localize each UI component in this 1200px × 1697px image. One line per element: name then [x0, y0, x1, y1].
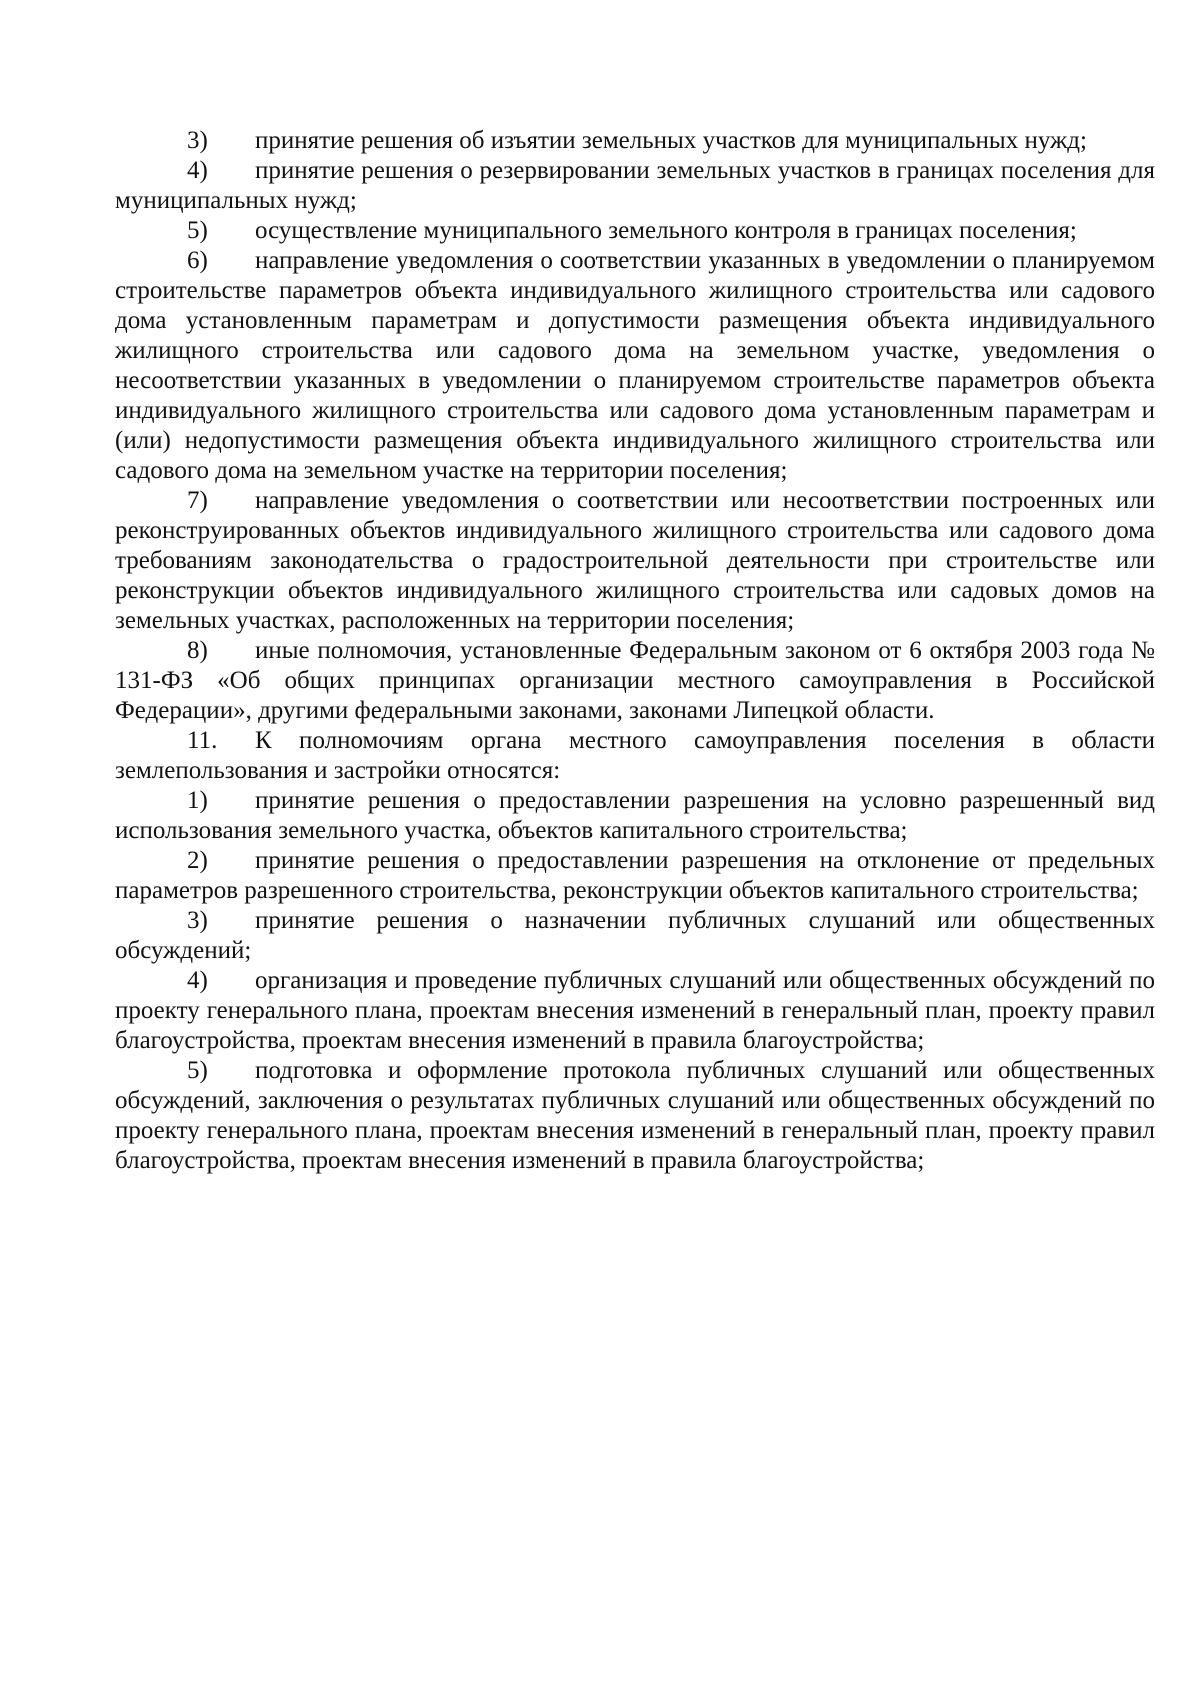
item-number: 7): [187, 487, 208, 514]
paragraph-item-3: [115, 126, 1155, 156]
item-number: 5): [187, 1057, 208, 1084]
paragraph-sub-item-4: [115, 966, 1155, 1056]
item-number: 1): [187, 787, 208, 814]
paragraph-text: направление уведомления о соответствии указанных в уведомлении о планируемом строительстве параметров объекта индивидуального жилищного строительства или садового дома установленным параметрам и допустимости размещения объекта индивидуального жилищного строительства или садового дома на земельном участке, уведомления о несоответствии указанных в уведомлении о планируемом строительстве параметров объекта индивидуального жилищного строительства или садового дома установленным параметрам и (или) недопустимости размещения объекта индивидуального жилищного строительства или садового дома на земельном участке на территории поселения;: [115, 247, 1155, 484]
item-number: 8): [187, 637, 208, 664]
item-number: 4): [187, 967, 208, 994]
section-number: 11.: [187, 727, 218, 754]
paragraph-text: принятие решения об изъятии земельных участков для муниципальных нужд;: [255, 127, 1087, 154]
paragraph-sub-item-5: [115, 1056, 1155, 1176]
paragraph-text: принятие решения о предоставлении разрешения на условно разрешенный вид использования земельного участка, объектов капитального строительства;: [115, 787, 1155, 844]
paragraph-text: подготовка и оформление протокола публичных слушаний или общественных обсуждений, заключения о результатах публичных слушаний или общественных обсуждений по проекту генерального плана, проектам внесения изменений в генеральный план, проекту правил благоустройства, проектам внесения изменений в правила благоустройства;: [115, 1057, 1155, 1174]
item-number: 6): [187, 247, 208, 274]
paragraph-text: направление уведомления о соответствии или несоответствии построенных или реконструированных объектов индивидуального жилищного строительства или садового дома требованиям законодательства о градостроительной деятельности при строительстве или реконструкции объектов индивидуального жилищного строительства или садовых домов на земельных участках, расположенных на территории поселения;: [115, 487, 1155, 634]
paragraph-text: осуществление муниципального земельного контроля в границах поселения;: [255, 217, 1077, 244]
item-number: 5): [187, 217, 208, 244]
paragraph-text: организация и проведение публичных слушаний или общественных обсуждений по проекту генерального плана, проектам внесения изменений в генеральный план, проекту правил благоустройства, проектам внесения изменений в правила благоустройства;: [115, 967, 1155, 1054]
paragraph-sub-item-1: [115, 786, 1155, 846]
paragraph-text: принятие решения о резервировании земельных участков в границах поселения для муниципальных нужд;: [115, 157, 1155, 214]
item-number: 3): [187, 127, 208, 154]
paragraph-item-5: [115, 216, 1155, 246]
paragraph-item-8: [115, 636, 1155, 726]
paragraph-item-7: [115, 486, 1155, 636]
paragraph-sub-item-3: [115, 906, 1155, 966]
paragraph-section-11: [115, 726, 1155, 786]
paragraph-text: К полномочиям органа местного самоуправления поселения в области землепользования и застройки относятся:: [115, 727, 1155, 784]
paragraph-text: иные полномочия, установленные Федеральным законом от 6 октября 2003 года № 131-ФЗ «Об общих принципах организации местного самоуправления в Российской Федерации», другими федеральными законами, законами Липецкой области.: [115, 637, 1155, 724]
item-number: 2): [187, 847, 208, 874]
item-number: 4): [187, 157, 208, 184]
paragraph-text: принятие решения о назначении публичных слушаний или общественных обсуждений;: [115, 907, 1155, 964]
document-text: [115, 126, 1155, 1176]
paragraph-item-4: [115, 156, 1155, 216]
paragraph-item-6: [115, 246, 1155, 486]
paragraph-text: принятие решения о предоставлении разрешения на отклонение от предельных параметров разрешенного строительства, реконструкции объектов капитального строительства;: [115, 847, 1155, 904]
paragraph-sub-item-2: [115, 846, 1155, 906]
item-number: 3): [187, 907, 208, 934]
